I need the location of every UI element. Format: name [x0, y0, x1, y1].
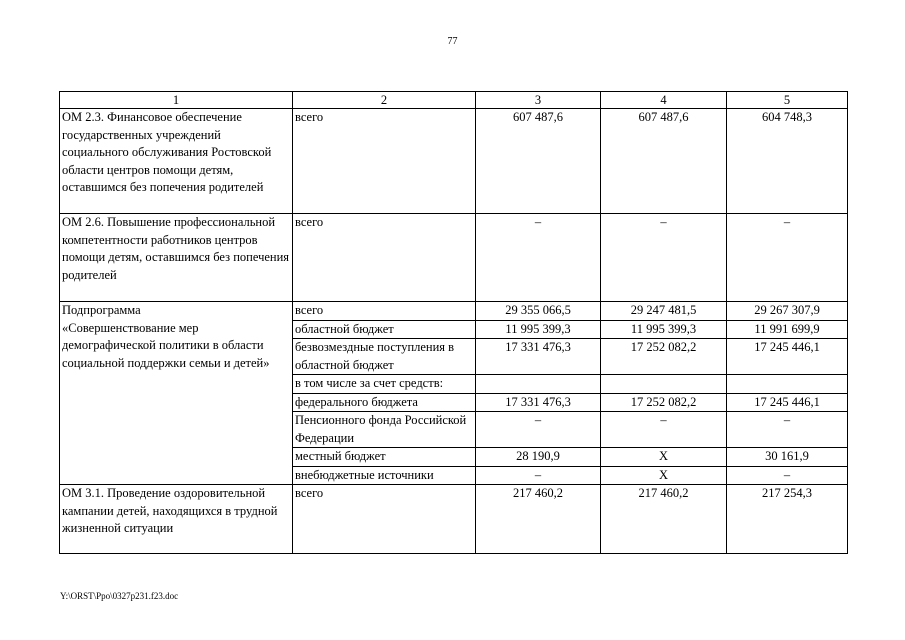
om31-source-cell: всего	[293, 485, 476, 554]
subprogram-name-cell	[60, 302, 293, 485]
subprogram-source-cell: областной бюджет	[293, 320, 476, 339]
budget-table	[59, 91, 848, 554]
subprogram-value-5: 17 245 446,1	[727, 339, 848, 375]
om26-value-5: –	[727, 214, 848, 302]
table-row-subprogram-total	[60, 302, 848, 321]
subprogram-value-5: 17 245 446,1	[727, 393, 848, 412]
table-header-row	[60, 92, 848, 109]
om23-name-cell: ОМ 2.3. Финансовое обеспечение государственных учреждений социального обслуживания Ростовской области центров помощи детям, оставшимся без попечения родителей	[60, 109, 293, 214]
subprogram-value-3	[476, 375, 601, 394]
subprogram-value-5: 29 267 307,9	[727, 302, 848, 321]
om23-value-4: 607 487,6	[601, 109, 727, 214]
subprogram-source-cell: безвозмездные поступления в областной бюджет	[293, 339, 476, 375]
subprogram-value-3: 17 331 476,3	[476, 339, 601, 375]
subprogram-value-4: Х	[601, 448, 727, 467]
subprogram-value-3: 29 355 066,5	[476, 302, 601, 321]
header-col-1: 1	[60, 92, 293, 109]
om23-value-5: 604 748,3	[727, 109, 848, 214]
subprogram-value-5: –	[727, 466, 848, 485]
subprogram-value-4: 17 252 082,2	[601, 339, 727, 375]
om23-source-cell: всего	[293, 109, 476, 214]
om26-name-cell: ОМ 2.6. Повышение профессиональной компетентности работников центров помощи детям, оставшимся без попечения родителей	[60, 214, 293, 302]
page-number: 77	[447, 36, 458, 47]
header-col-2: 2	[293, 92, 476, 109]
subprogram-value-4: 17 252 082,2	[601, 393, 727, 412]
om26-value-4: –	[601, 214, 727, 302]
table-row-om26	[60, 214, 848, 302]
subprogram-source-cell: местный бюджет	[293, 448, 476, 467]
subprogram-value-3: 17 331 476,3	[476, 393, 601, 412]
subprogram-source-cell: всего	[293, 302, 476, 321]
subprogram-value-5: 30 161,9	[727, 448, 848, 467]
om31-value-5: 217 254,3	[727, 485, 848, 554]
subprogram-value-3: 28 190,9	[476, 448, 601, 467]
subprogram-title: Подпрограмма	[62, 303, 141, 317]
om26-source-cell: всего	[293, 214, 476, 302]
subprogram-value-5: –	[727, 412, 848, 448]
subprogram-value-4: 11 995 399,3	[601, 320, 727, 339]
subprogram-source-cell: в том числе за счет средств:	[293, 375, 476, 394]
subprogram-value-4: 29 247 481,5	[601, 302, 727, 321]
subprogram-value-5: 11 991 699,9	[727, 320, 848, 339]
subprogram-value-4	[601, 375, 727, 394]
subprogram-value-4: –	[601, 412, 727, 448]
subprogram-source-cell: внебюджетные источники	[293, 466, 476, 485]
header-col-3: 3	[476, 92, 601, 109]
header-col-5: 5	[727, 92, 848, 109]
subprogram-value-5	[727, 375, 848, 394]
header-col-4: 4	[601, 92, 727, 109]
table-row-om23	[60, 109, 848, 214]
om26-value-3: –	[476, 214, 601, 302]
om23-value-3: 607 487,6	[476, 109, 601, 214]
om31-name-cell: ОМ 3.1. Проведение оздоровительной кампании детей, находящихся в трудной жизненной ситуации	[60, 485, 293, 554]
subprogram-source-cell: федерального бюджета	[293, 393, 476, 412]
subprogram-value-4: Х	[601, 466, 727, 485]
footer-file-path: Y:\ORST\Ppo\0327p231.f23.doc	[60, 591, 179, 601]
subprogram-description: «Совершенствование мер демографической политики в области социальной поддержки семьи и детей»	[62, 320, 270, 370]
om31-value-3: 217 460,2	[476, 485, 601, 554]
table-row-om31	[60, 485, 848, 554]
subprogram-value-3: –	[476, 466, 601, 485]
subprogram-value-3: 11 995 399,3	[476, 320, 601, 339]
om31-value-4: 217 460,2	[601, 485, 727, 554]
subprogram-source-cell: Пенсионного фонда Российской Федерации	[293, 412, 476, 448]
subprogram-value-3: –	[476, 412, 601, 448]
